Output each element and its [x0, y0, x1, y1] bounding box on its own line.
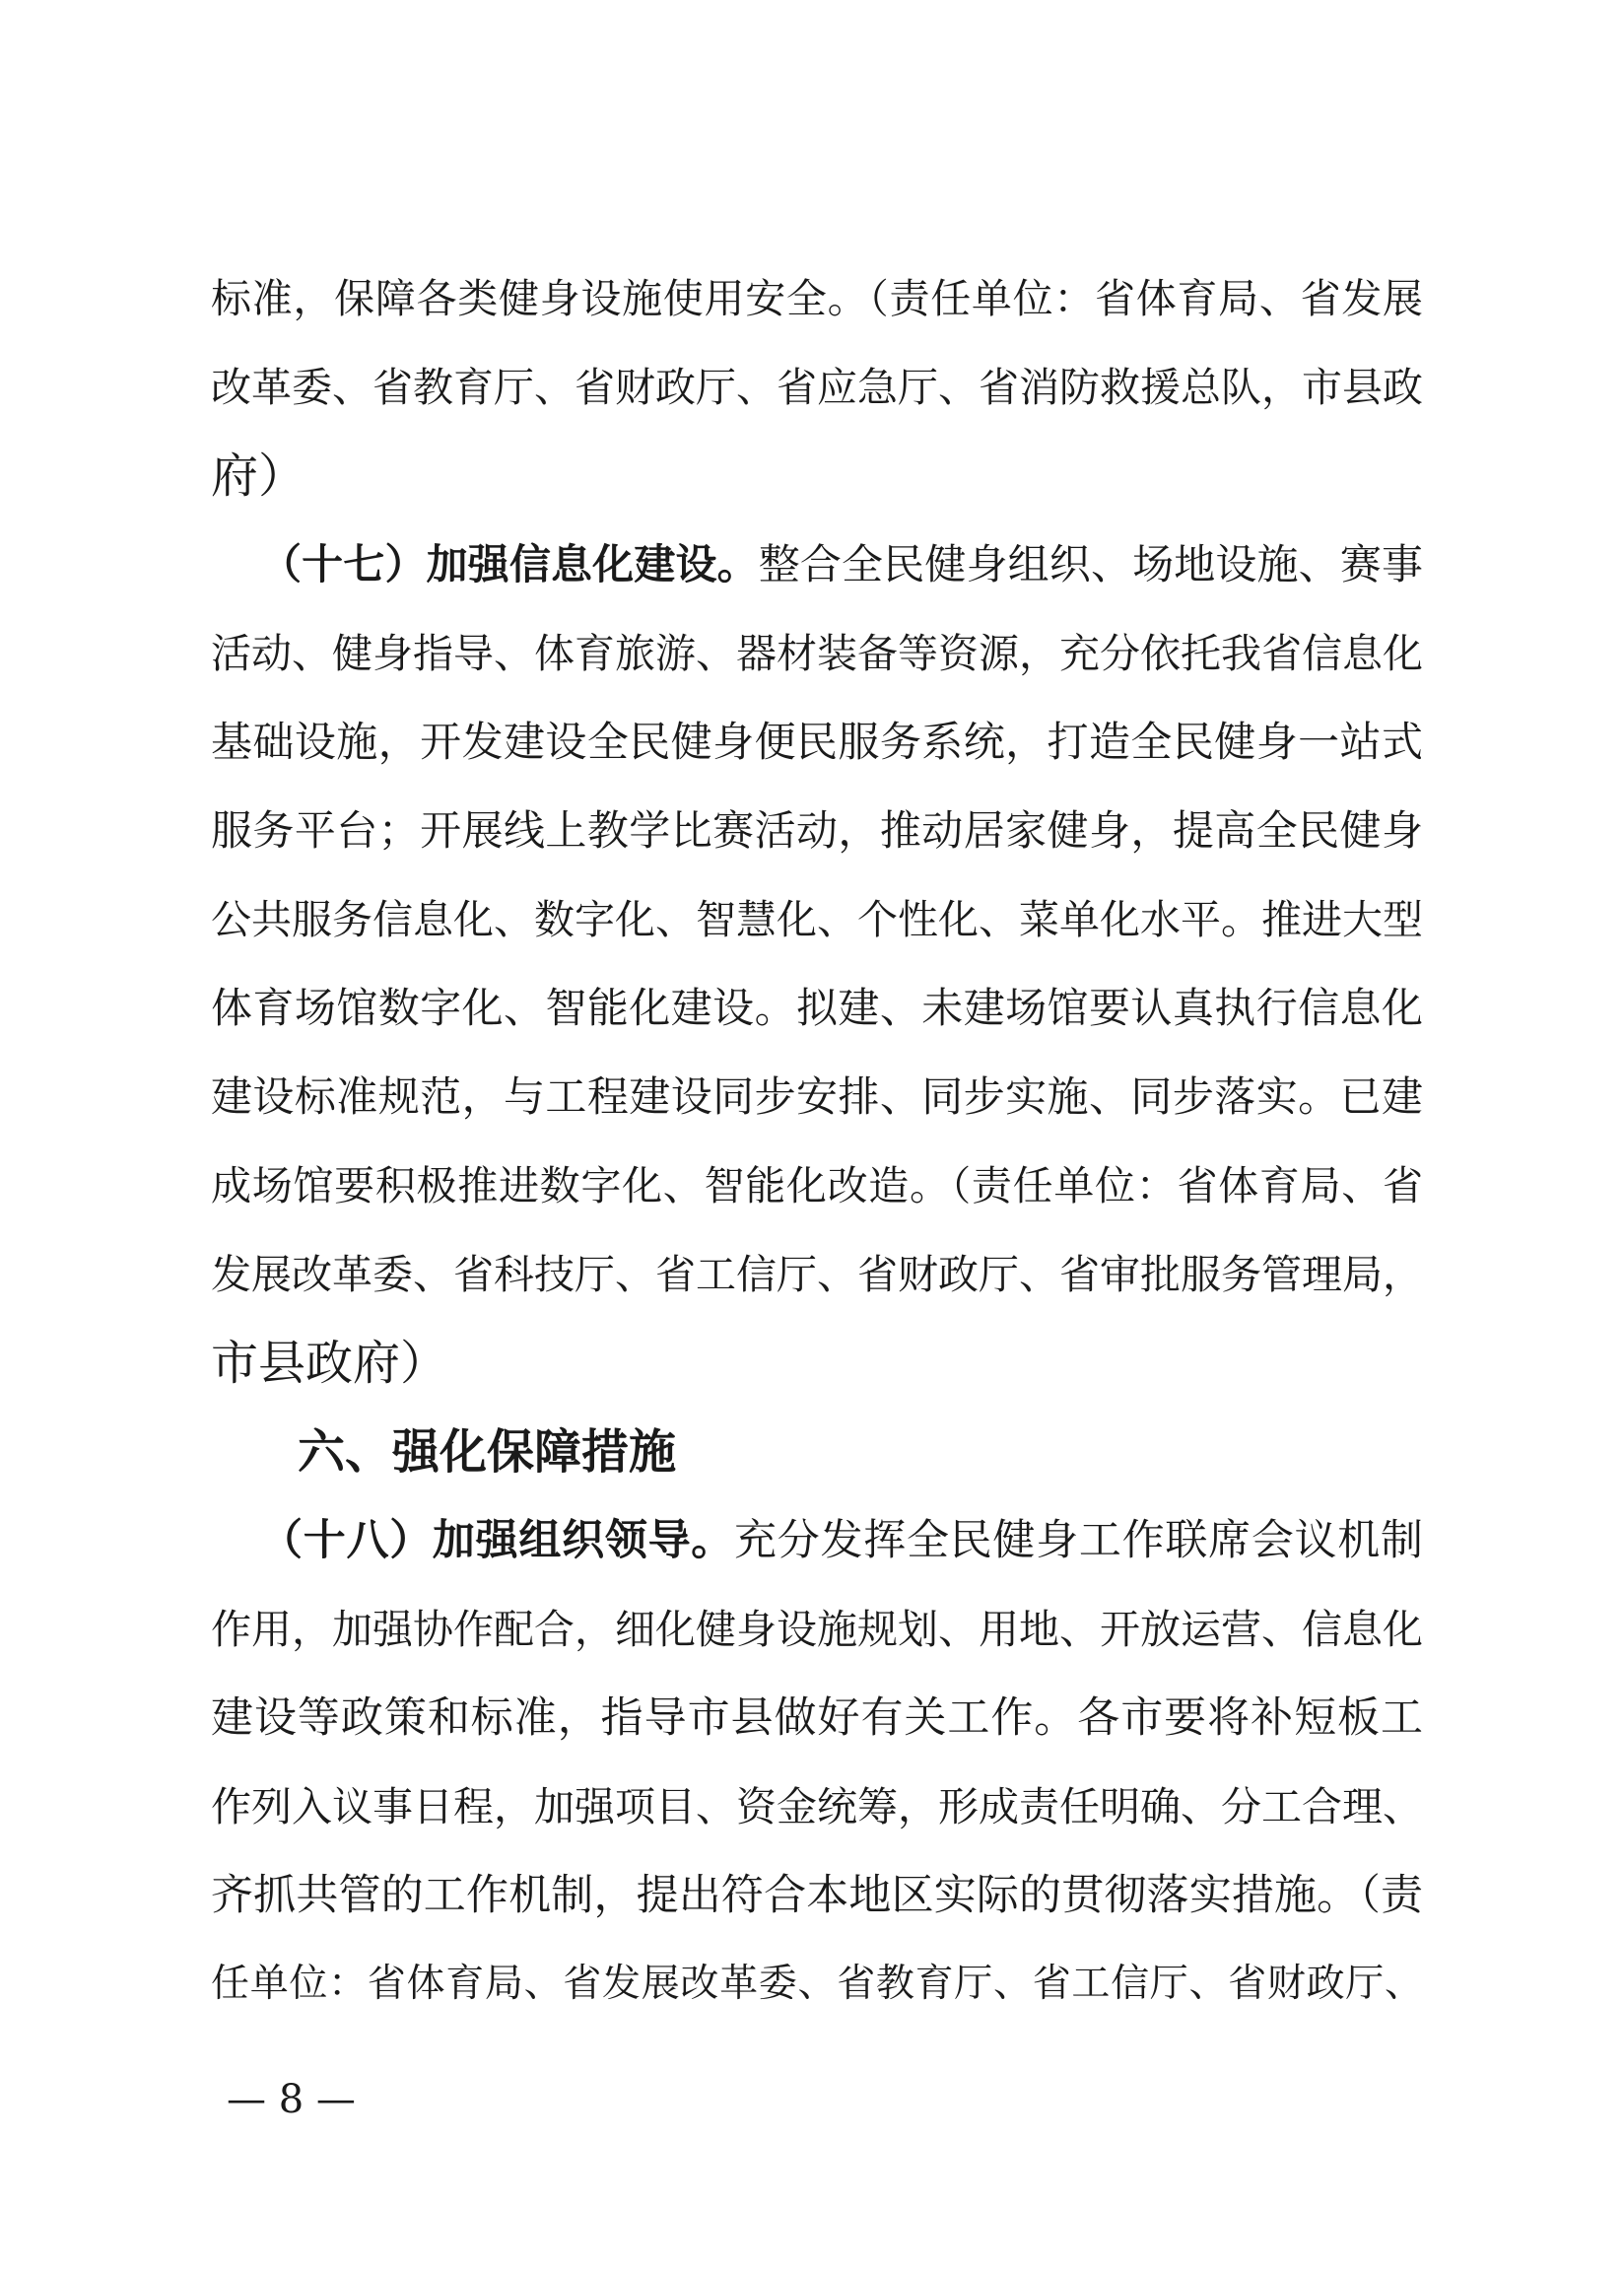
body-line — [211, 698, 1423, 787]
body-line — [211, 1851, 1423, 1940]
body-line — [211, 1230, 1423, 1319]
line-text: 整合全民健身组织、场地设施、赛事 — [758, 540, 1423, 588]
line-text: 府） — [211, 448, 306, 504]
line-text: 充分发挥全民健身工作联席会议机制 — [734, 1516, 1423, 1565]
body-line — [211, 1319, 1423, 1408]
line-text: 改革委、省教育厅、省财政厅、省应急厅、省消防救援总队，市县政 — [211, 364, 1423, 411]
body-line — [211, 343, 1423, 432]
line-text: 建设标准规范，与工程建设同步安排、同步实施、同步落实。已建 — [211, 1072, 1423, 1121]
body-line — [211, 1674, 1423, 1762]
line-text: 齐抓共管的工作机制，提出符合本地区实际的贯彻落实措施。（责 — [211, 1871, 1423, 1920]
body-line — [211, 1940, 1423, 2029]
line-text: 公共服务信息化、数字化、智慧化、个性化、菜单化水平。推进大型 — [211, 896, 1423, 943]
section-heading — [298, 1408, 1423, 1496]
body-line — [211, 1141, 1423, 1230]
subsection-heading: （十七）加强信息化建设。 — [260, 540, 759, 588]
line-text: 服务平台；开展线上教学比赛活动，推动居家健身，提高全民健身 — [211, 806, 1423, 855]
line-text: 建设等政策和标准，指导市县做好有关工作。各市要将补短板工 — [211, 1693, 1423, 1743]
line-text: 基础设施，开发建设全民健身便民服务系统，打造全民健身一站式 — [211, 718, 1423, 766]
line-text: 发展改革委、省科技厅、省工信厅、省财政厅、省审批服务管理局， — [211, 1251, 1423, 1298]
paragraph-first-line — [260, 520, 1423, 609]
body-line — [211, 432, 1423, 520]
body-line — [211, 1762, 1423, 1851]
line-text: 市县政府） — [211, 1336, 448, 1391]
paragraph-first-line — [260, 1496, 1423, 1585]
subsection-heading: （十八）加强组织领导。 — [260, 1516, 735, 1565]
line-text: 任单位：省体育局、省发展改革委、省教育厅、省工信厅、省财政厅、 — [211, 1962, 1423, 2006]
body-line — [211, 609, 1423, 698]
body-line — [211, 1053, 1423, 1141]
line-text: 作用，加强协作配合，细化健身设施规划、用地、开放运营、信息化 — [211, 1606, 1423, 1653]
body-line — [211, 1585, 1423, 1674]
body-line — [211, 964, 1423, 1053]
line-text: 作列入议事日程，加强项目、资金统筹，形成责任明确、分工合理、 — [211, 1783, 1423, 1830]
section-heading-text: 六、强化保障措施 — [298, 1424, 677, 1480]
line-text: 标准，保障各类健身设施使用安全。（责任单位：省体育局、省发展 — [211, 275, 1423, 322]
page-number: — 8 — — [227, 2077, 356, 2122]
body-line — [211, 254, 1423, 343]
line-text: 活动、健身指导、体育旅游、器材装备等资源，充分依托我省信息化 — [211, 630, 1423, 677]
body-line — [211, 875, 1423, 964]
body-line — [211, 787, 1423, 875]
line-text: 体育场馆数字化、智能化建设。拟建、未建场馆要认真执行信息化 — [211, 984, 1423, 1032]
line-text: 成场馆要积极推进数字化、智能化改造。（责任单位：省体育局、省 — [211, 1162, 1423, 1209]
